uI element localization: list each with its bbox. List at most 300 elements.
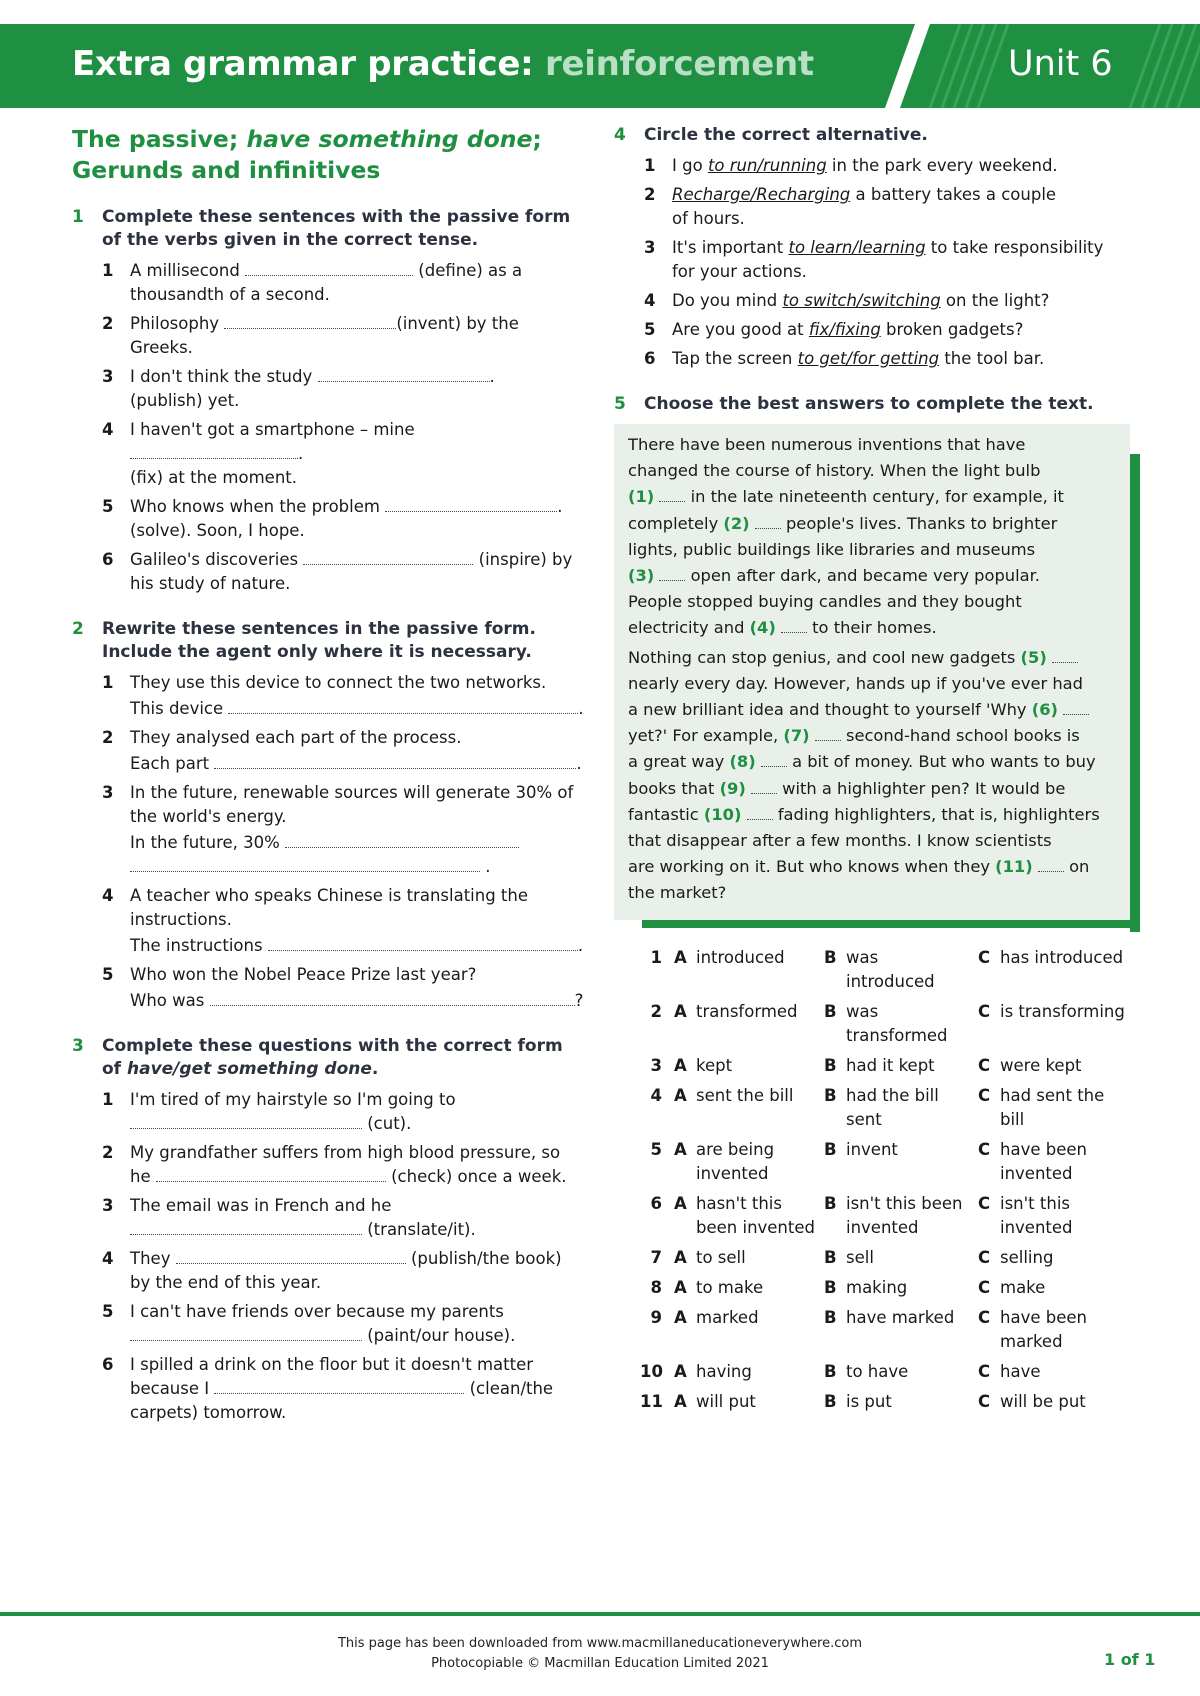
- option-letter: A: [674, 1361, 687, 1381]
- gap-number: (9): [719, 778, 746, 798]
- option-letter: B: [824, 1247, 837, 1267]
- alternative-choice[interactable]: fix/fixing: [808, 320, 881, 339]
- answer-options-table: [614, 946, 1134, 1414]
- footer-download-note: This page has been downloaded from www.macmillaneducationeverywhere.com: [337, 1636, 863, 1651]
- exercise-number: 4: [614, 125, 626, 145]
- item-text: .: [489, 367, 495, 386]
- gap-number: (1): [628, 487, 655, 507]
- gap-number: (7): [783, 726, 810, 746]
- item-text: (translate/it).: [367, 1220, 476, 1239]
- item-text: (publish/the book): [410, 1249, 562, 1268]
- section-heading: [72, 124, 584, 186]
- answer-number: 4: [650, 1085, 662, 1105]
- option-letter: A: [674, 1193, 687, 1213]
- item-number: 4: [102, 886, 114, 905]
- answer-number: 5: [650, 1139, 662, 1159]
- option-b[interactable]: [846, 1000, 981, 1048]
- question-item: [72, 495, 584, 543]
- item-text: It's important: [672, 238, 789, 257]
- option-b[interactable]: had it kept: [846, 1055, 935, 1075]
- item-text: in the park every weekend.: [826, 156, 1058, 175]
- option-letter: B: [824, 1001, 837, 1021]
- question-item: [614, 347, 1134, 371]
- item-number: 2: [644, 185, 656, 204]
- item-text: (fix) at the moment.: [130, 468, 297, 487]
- item-text: The email was in French and he: [130, 1196, 392, 1215]
- question-item: [72, 1247, 584, 1295]
- option-text: had the bill: [846, 1085, 939, 1105]
- text-line: with a highlighter pen? It would be: [777, 778, 1066, 798]
- option-text: transformed: [696, 1001, 798, 1021]
- option-letter: B: [824, 1193, 837, 1213]
- question-item: [72, 259, 584, 307]
- option-c[interactable]: [1000, 1192, 1135, 1240]
- item-text: The instructions: [130, 936, 263, 955]
- item-text: to take responsibility: [925, 238, 1104, 257]
- gap-number: (3): [628, 566, 655, 586]
- item-text: broken gadgets?: [880, 320, 1024, 339]
- option-letter: A: [674, 1307, 687, 1327]
- option-letter: A: [674, 1391, 687, 1411]
- answer-blank[interactable]: [385, 496, 557, 512]
- item-number: 1: [102, 1090, 114, 1109]
- text-line: people's lives. Thanks to brighter: [780, 513, 1058, 533]
- option-b[interactable]: [846, 946, 981, 994]
- item-number: 5: [644, 320, 656, 339]
- text-line: lights, public buildings like libraries and museums: [628, 539, 1036, 559]
- answer-row: [614, 1054, 1134, 1078]
- item-number: 5: [102, 497, 114, 516]
- answer-row: [614, 946, 1134, 994]
- question-item: [72, 1194, 584, 1242]
- item-text: because I: [130, 1379, 210, 1398]
- option-text: hasn't this: [696, 1193, 782, 1213]
- item-text: They: [130, 1249, 171, 1268]
- option-letter: C: [978, 947, 991, 967]
- gap-number: (10): [703, 804, 742, 824]
- title-sub: reinforcement: [544, 44, 814, 84]
- question-item: [72, 365, 584, 413]
- answer-blank[interactable]: [130, 1219, 362, 1235]
- text-line: that disappear after a few months. I know scientists: [628, 831, 1052, 851]
- item-number: 1: [102, 673, 114, 692]
- text-line: changed the course of history. When the light bulb: [628, 461, 1041, 481]
- option-a[interactable]: sent the bill: [696, 1085, 794, 1105]
- option-a[interactable]: marked: [696, 1307, 759, 1327]
- question-item: [72, 781, 584, 879]
- option-a[interactable]: [696, 1192, 831, 1240]
- option-text: have been: [1000, 1139, 1087, 1159]
- exercise-3: [72, 1035, 584, 1425]
- gap-number: (11): [995, 857, 1033, 877]
- option-c[interactable]: [1000, 1138, 1135, 1186]
- text-paragraph: [628, 645, 1106, 907]
- item-text: (publish) yet.: [130, 391, 240, 410]
- text-line: are working on it. But who knows when they: [628, 857, 996, 877]
- option-text: invented: [696, 1163, 769, 1183]
- item-text: .: [578, 699, 584, 718]
- question-item: [614, 236, 1134, 284]
- option-b[interactable]: have marked: [846, 1307, 955, 1327]
- answer-blank[interactable]: [130, 856, 480, 872]
- option-text: been invented: [696, 1217, 815, 1237]
- item-text: .: [298, 444, 304, 463]
- question-item: [72, 548, 584, 596]
- gap-blank[interactable]: [659, 486, 685, 502]
- left-column: [72, 124, 584, 1441]
- text-line: on: [1063, 857, 1090, 877]
- item-text: I can't have friends over because my parents: [130, 1302, 504, 1321]
- item-number: 2: [102, 728, 114, 747]
- option-text: marked: [1000, 1331, 1063, 1351]
- text-line: nearly every day. However, hands up if you've ever had: [628, 673, 1083, 693]
- item-number: 3: [102, 1196, 114, 1215]
- answer-blank[interactable]: [214, 1378, 464, 1394]
- gap-blank[interactable]: [751, 778, 777, 794]
- item-text: (solve). Soon, I hope.: [130, 521, 305, 540]
- item-text: They analysed each part of the process.: [130, 728, 462, 747]
- option-b[interactable]: [846, 1192, 981, 1240]
- answer-blank[interactable]: [210, 990, 575, 1006]
- option-letter: B: [824, 947, 837, 967]
- question-item: [72, 1141, 584, 1189]
- item-text: I spilled a drink on the floor but it doesn't matter: [130, 1355, 534, 1374]
- text-line: the market?: [628, 883, 727, 903]
- item-number: 1: [102, 261, 114, 280]
- option-letter: A: [674, 1085, 687, 1105]
- text-line: second-hand school books is: [840, 726, 1080, 746]
- item-text: (check) once a week.: [391, 1167, 567, 1186]
- option-letter: B: [824, 1055, 837, 1075]
- exercise-heading: [614, 393, 1134, 416]
- page-header: [0, 24, 1200, 108]
- item-text: .: [577, 936, 584, 955]
- right-column: [614, 124, 1134, 1430]
- answer-blank[interactable]: [285, 832, 519, 848]
- item-number: 4: [102, 1249, 114, 1268]
- item-number: 6: [102, 550, 114, 569]
- footer-copyright: Photocopiable © Macmillan Education Limited 2021: [431, 1656, 769, 1671]
- option-letter: A: [674, 947, 687, 967]
- question-item: [614, 318, 1134, 342]
- item-text: In the future, renewable sources will generate 30% of the world's energy.: [130, 783, 574, 826]
- item-number: 1: [644, 156, 656, 175]
- item-text: This device: [130, 699, 224, 718]
- question-item: [72, 312, 584, 360]
- option-c[interactable]: will be put: [1000, 1391, 1086, 1411]
- question-item: [72, 726, 584, 776]
- answer-row: [614, 1000, 1134, 1048]
- item-text: In the future, 30%: [130, 833, 280, 852]
- box-accent-stripe: [1130, 454, 1140, 932]
- item-number: 3: [102, 367, 114, 386]
- option-c[interactable]: have: [1000, 1361, 1041, 1381]
- option-letter: C: [978, 1391, 991, 1411]
- item-number: 6: [644, 349, 656, 368]
- option-c[interactable]: [1000, 946, 1135, 970]
- gap-blank[interactable]: [815, 725, 841, 741]
- item-text: Galileo's discoveries: [130, 550, 299, 569]
- alternative-choice[interactable]: to switch/switching: [782, 291, 941, 310]
- option-b[interactable]: is put: [846, 1391, 892, 1411]
- text-line: a great way: [628, 752, 730, 772]
- option-a[interactable]: [696, 1000, 831, 1024]
- option-c[interactable]: selling: [1000, 1247, 1054, 1267]
- exercise-number: 2: [72, 619, 84, 639]
- item-text: the tool bar.: [939, 349, 1045, 368]
- text-paragraph: [628, 432, 1106, 642]
- option-text: bill: [1000, 1109, 1025, 1129]
- exercise-instruction: Circle the correct alternative.: [644, 125, 928, 145]
- option-c[interactable]: make: [1000, 1277, 1046, 1297]
- exercise-heading: [614, 124, 1134, 147]
- gap-blank[interactable]: [1063, 699, 1089, 715]
- exercise-heading: [72, 206, 584, 252]
- item-text: (define) as a: [418, 261, 523, 280]
- option-text: has introduced: [1000, 947, 1124, 967]
- item-text: Who was: [130, 991, 205, 1010]
- item-number: 6: [102, 1355, 114, 1374]
- gap-blank[interactable]: [747, 804, 773, 820]
- exercise-4: [614, 124, 1134, 371]
- option-letter: A: [674, 1277, 687, 1297]
- answer-number: 10: [640, 1361, 663, 1381]
- option-b[interactable]: to have: [846, 1361, 909, 1381]
- option-a[interactable]: to sell: [696, 1247, 746, 1267]
- option-c[interactable]: [1000, 1306, 1135, 1354]
- item-number: 4: [644, 291, 656, 310]
- item-text: A millisecond: [130, 261, 240, 280]
- option-letter: C: [978, 1193, 991, 1213]
- option-letter: A: [674, 1139, 687, 1159]
- option-text: isn't this been: [846, 1193, 963, 1213]
- answer-blank[interactable]: [176, 1248, 406, 1264]
- option-b[interactable]: [846, 1084, 981, 1132]
- item-number: 5: [102, 965, 114, 984]
- option-text: have been: [1000, 1307, 1087, 1327]
- option-letter: B: [824, 1139, 837, 1159]
- answer-row: [614, 1390, 1134, 1414]
- option-letter: B: [824, 1085, 837, 1105]
- item-text: on the light?: [940, 291, 1050, 310]
- item-text: (invent) by the Greeks.: [130, 314, 519, 357]
- exercise-5: [614, 393, 1134, 1414]
- gap-blank[interactable]: [755, 513, 781, 529]
- exercise-1: [72, 206, 584, 596]
- option-c[interactable]: were kept: [1000, 1055, 1082, 1075]
- answer-number: 9: [650, 1307, 662, 1327]
- gap-number: (2): [723, 513, 750, 533]
- answer-blank[interactable]: [318, 366, 490, 382]
- option-a[interactable]: to make: [696, 1277, 764, 1297]
- item-number: 5: [102, 1302, 114, 1321]
- text-line: a new brilliant idea and thought to yourself 'Why: [628, 700, 1032, 720]
- question-item: [614, 154, 1134, 178]
- text-line: open after dark, and became very popular.: [685, 566, 1040, 586]
- gap-number: (5): [1020, 647, 1047, 667]
- alternative-choice[interactable]: to run/running: [707, 156, 827, 175]
- exercise-heading: [72, 618, 584, 664]
- option-letter: A: [674, 1055, 687, 1075]
- answer-blank[interactable]: [130, 443, 298, 459]
- item-text: ?: [574, 991, 584, 1010]
- exercise-instruction: Choose the best answers to complete the text.: [644, 394, 1094, 414]
- text-line: in the late nineteenth century, for example, it: [685, 487, 1064, 507]
- item-text: (cut).: [367, 1114, 412, 1133]
- question-item: [614, 183, 1134, 231]
- text-line: a bit of money. But who wants to buy: [786, 752, 1096, 772]
- exercise-2: [72, 618, 584, 1013]
- option-letter: C: [978, 1085, 991, 1105]
- item-text: (inspire) by: [478, 550, 573, 569]
- item-text: a battery takes a couple: [850, 185, 1057, 204]
- answer-blank[interactable]: [245, 260, 413, 276]
- text-line: fading highlighters, that is, highlighters: [772, 804, 1100, 824]
- answer-number: 1: [650, 947, 662, 967]
- text-line: yet?' For example,: [628, 726, 784, 746]
- heading-part: Gerunds and infinitives: [72, 156, 381, 184]
- exercise-instruction: Complete these sentences with the passive form of the verbs given in the correct tense.: [102, 207, 571, 250]
- question-item: [72, 884, 584, 958]
- answer-blank[interactable]: [228, 698, 578, 714]
- item-text: Philosophy: [130, 314, 220, 333]
- option-a[interactable]: having: [696, 1361, 752, 1381]
- item-text: carpets) tomorrow.: [130, 1403, 287, 1422]
- question-item: [72, 671, 584, 721]
- answer-blank[interactable]: [224, 313, 396, 329]
- item-text: Who knows when the problem: [130, 497, 380, 516]
- gap-number: (6): [1031, 700, 1058, 720]
- item-text: I haven't got a smartphone – mine: [130, 420, 415, 439]
- option-letter: B: [824, 1307, 837, 1327]
- answer-row: [614, 1192, 1134, 1240]
- answer-row: [614, 1360, 1134, 1384]
- option-a[interactable]: will put: [696, 1391, 756, 1411]
- text-line: books that: [628, 778, 720, 798]
- item-text: for your actions.: [672, 262, 807, 281]
- exercise-number: 5: [614, 394, 626, 414]
- answer-blank[interactable]: [268, 935, 578, 951]
- gap-blank[interactable]: [659, 565, 685, 581]
- text-line: electricity and: [628, 618, 750, 638]
- answer-row: [614, 1246, 1134, 1270]
- option-letter: C: [978, 1361, 991, 1381]
- option-text: introduced: [846, 971, 935, 991]
- page-number: 1 of 1: [1104, 1650, 1156, 1669]
- item-text: .: [576, 754, 582, 773]
- answer-row: [614, 1138, 1134, 1186]
- item-text: They use this device to connect the two networks.: [130, 673, 547, 692]
- footer-rule: [0, 1612, 1200, 1616]
- answer-number: 6: [650, 1193, 662, 1213]
- question-item: [72, 418, 584, 490]
- option-a[interactable]: [696, 1138, 831, 1186]
- answer-blank[interactable]: [130, 1113, 362, 1129]
- option-text: introduced: [696, 947, 785, 967]
- item-text: he: [130, 1167, 151, 1186]
- answer-blank[interactable]: [303, 549, 473, 565]
- answer-blank[interactable]: [130, 1325, 362, 1341]
- gap-blank[interactable]: [1038, 856, 1064, 872]
- exercise-number: 1: [72, 207, 84, 227]
- text-line: fantastic: [628, 804, 704, 824]
- item-text: My grandfather suffers from high blood pressure, so: [130, 1143, 561, 1162]
- answer-number: 8: [650, 1277, 662, 1297]
- item-text: Tap the screen: [672, 349, 798, 368]
- option-text: are being: [696, 1139, 775, 1159]
- gap-blank[interactable]: [761, 751, 787, 767]
- alternative-choice[interactable]: Recharge/Recharging: [672, 185, 851, 204]
- question-item: [72, 1088, 584, 1136]
- option-letter: B: [824, 1391, 837, 1411]
- exercise-instruction: have/get something done: [127, 1059, 372, 1079]
- option-text: sent: [846, 1109, 882, 1129]
- heading-part: have something done: [246, 125, 533, 153]
- item-text: Do you mind: [672, 291, 783, 310]
- alternative-choice[interactable]: to get/for getting: [797, 349, 940, 368]
- answer-blank[interactable]: [156, 1166, 386, 1182]
- option-a[interactable]: kept: [696, 1055, 733, 1075]
- item-text: by the end of this year.: [130, 1273, 322, 1292]
- item-text: of hours.: [672, 209, 745, 228]
- option-text: invented: [1000, 1163, 1073, 1183]
- answer-number: 11: [640, 1391, 663, 1411]
- option-letter: C: [978, 1307, 991, 1327]
- item-number: 3: [644, 238, 656, 257]
- option-b[interactable]: invent: [846, 1139, 898, 1159]
- answer-blank[interactable]: [214, 753, 576, 769]
- option-b[interactable]: making: [846, 1277, 908, 1297]
- gap-number: (4): [749, 618, 776, 638]
- option-c[interactable]: [1000, 1084, 1135, 1132]
- option-letter: C: [978, 1247, 991, 1267]
- item-text: Each part: [130, 754, 210, 773]
- title-main: Extra grammar practice:: [72, 44, 534, 84]
- item-text: I go: [672, 156, 708, 175]
- reading-text-box: [614, 424, 1130, 920]
- option-text: is transforming: [1000, 1001, 1125, 1021]
- question-item: [614, 289, 1134, 313]
- option-a[interactable]: [696, 946, 831, 970]
- gap-blank[interactable]: [781, 617, 807, 633]
- option-c[interactable]: [1000, 1000, 1150, 1024]
- heading-part: The passive;: [72, 125, 239, 153]
- alternative-choice[interactable]: to learn/learning: [788, 238, 926, 257]
- option-letter: C: [978, 1055, 991, 1075]
- answer-number: 7: [650, 1247, 662, 1267]
- box-accent-bottom: [642, 920, 1140, 928]
- option-letter: C: [978, 1001, 991, 1021]
- item-number: 2: [102, 1143, 114, 1162]
- item-text: (paint/our house).: [367, 1326, 516, 1345]
- text-line: Nothing can stop genius, and cool new gadgets: [628, 647, 1021, 667]
- exercise-number: 3: [72, 1036, 84, 1056]
- answer-row: [614, 1276, 1134, 1300]
- option-b[interactable]: sell: [846, 1247, 874, 1267]
- question-item: [72, 963, 584, 1013]
- item-number: 3: [102, 783, 114, 802]
- answer-number: 3: [650, 1055, 662, 1075]
- option-text: was: [846, 1001, 879, 1021]
- option-text: was: [846, 947, 879, 967]
- item-text: Who won the Nobel Peace Prize last year?: [130, 965, 477, 984]
- item-number: 4: [102, 420, 114, 439]
- gap-blank[interactable]: [1052, 647, 1078, 663]
- exercise-instruction: Complete these questions with the correct form of: [102, 1036, 563, 1079]
- option-text: transformed: [846, 1025, 948, 1045]
- item-text: .: [557, 497, 563, 516]
- option-text: isn't this: [1000, 1193, 1070, 1213]
